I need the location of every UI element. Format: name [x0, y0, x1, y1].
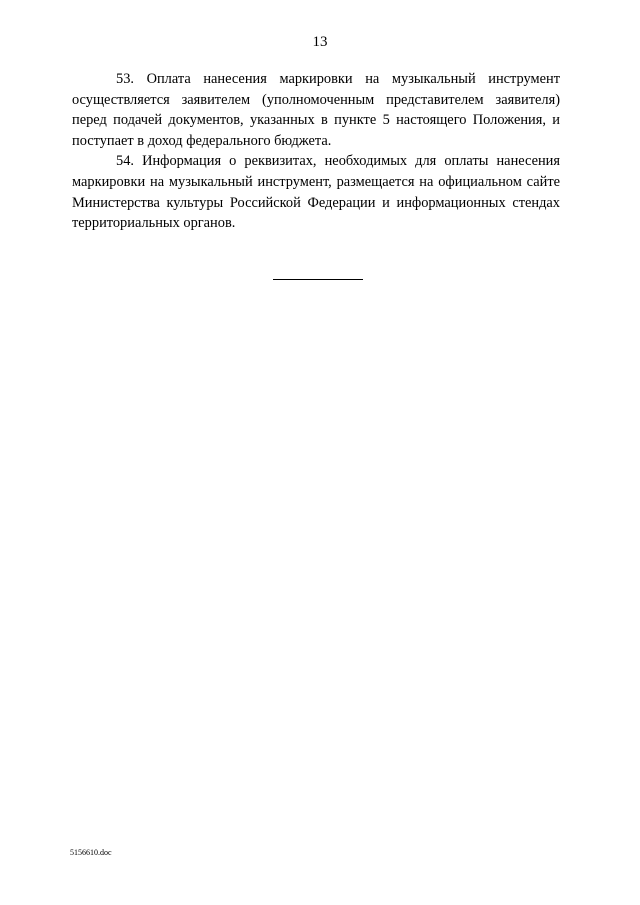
section-divider-line [273, 279, 363, 280]
document-body [72, 69, 560, 234]
paragraph-54: 54. Информация о реквизитах, необходимых для оплаты нанесения маркировки на музыкальный инструмент, размещается на официальном сайте Министерства культуры Российской Федерации и информационных стендах территориальных органов. [72, 153, 560, 232]
paragraph-53: 53. Оплата нанесения маркировки на музыкальный инструмент осуществляется заявителем (уполномоченным представителем заявителя) перед подачей документов, указанных в пункте 5 настоящего Положения, и поступает в доход федерального бюджета. [72, 71, 560, 149]
file-reference: 5156610.doc [70, 848, 112, 857]
page-number: 13 [312, 34, 328, 50]
